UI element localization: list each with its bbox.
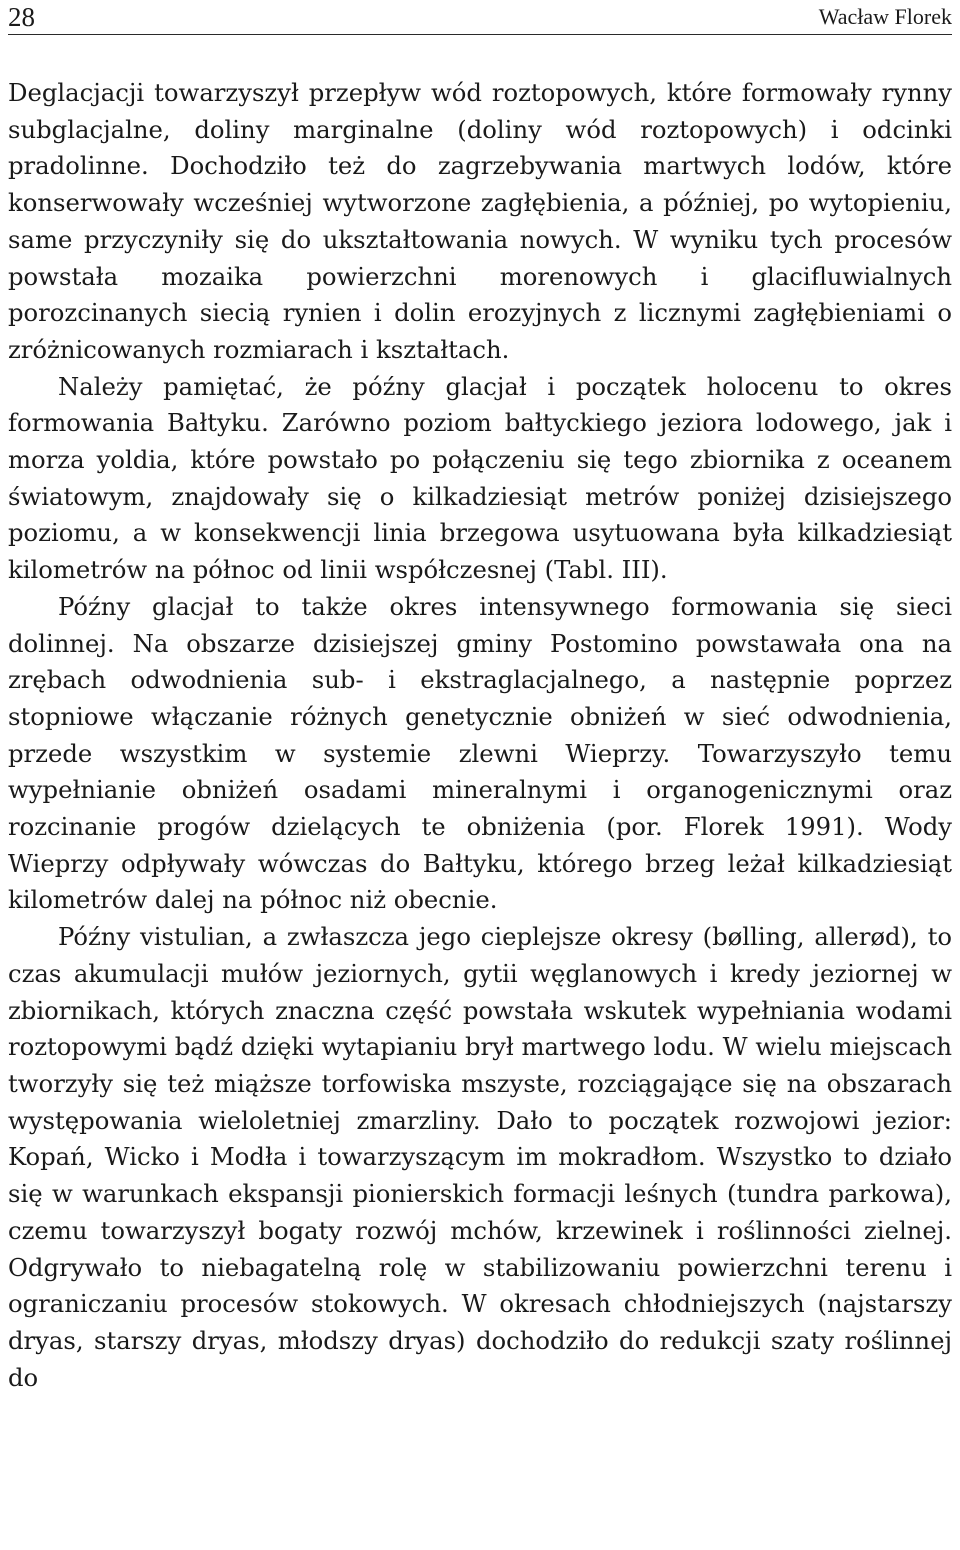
paragraph: Późny vistulian, a zwłaszcza jego cieplejsze okresy (bølling, allerød), to czas akumulacji mułów jeziornych, gytii węglanowych i kredy jeziornej w zbiornikach, których znaczna część powstała wskutek wypełniania wodami roztopowymi bądź dzięki wytapianiu brył martwego lodu. W wielu miejscach tworzyły się też miąższe torfowiska mszyste, rozciągające się na obszarach występowania wieloletniej zmarzliny. Dało to początek rozwojowi jezior: Kopań, Wicko i Modła i towarzyszącym im mokradłom. Wszystko to działo się w warunkach ekspansji pionierskich formacji leśnych (tundra parkowa), czemu towarzyszył bogaty rozwój mchów, krzewinek i roślinności zielnej. Odgrywało to niebagatelną rolę w stabilizowaniu powierzchni terenu i ograniczaniu procesów stokowych. W okresach chłodniejszych (najstarszy dryas, starszy dryas, młodszy dryas) dochodziło do redukcji szaty roślinnej do (8, 922, 952, 1392)
running-head-author: Wacław Florek (818, 4, 952, 29)
paragraph: Należy pamiętać, że późny glacjał i początek holocenu to okres formowania Bałtyku. Zarówno poziom bałtyckiego jeziora lodowego, jak i morza yoldia, które powstało po połączeniu się tego zbiornika z oceanem światowym, znajdowały się o kilkadziesiąt metrów poniżej dzisiejszego poziomu, a w konsekwencji linia brzegowa usytuowana była kilkadziesiąt kilometrów na północ od linii współczesnej (Tabl. III). (8, 371, 952, 585)
paragraph: Późny glacjał to także okres intensywnego formowania się sieci dolinnej. Na obszarze dzisiejszej gminy Postomino powstawała ona na zrębach odwodnienia sub- i ekstraglacjalnego, a następnie poprzez stopniowe włączanie różnych genetycznie obniżeń w sieć odwodnienia, przede wszystkim w systemie zlewni Wieprzy. Towarzyszyło temu wypełnianie obniżeń osadami mineralnymi i organogenicznymi oraz rozcinanie progów dzielących te obniżenia (por. Florek 1991). Wody Wieprzy odpływały wówczas do Bałtyku, którego brzeg leżał kilkadziesiąt kilometrów dalej na północ niż obecnie. (8, 591, 952, 915)
paragraph: Deglacjacji towarzyszył przepływ wód roztopowych, które formowały rynny subglacjalne, doliny marginalne (doliny wód roztopowych) i odcinki pradolinne. Dochodziło też do zagrzebywania martwych lodów, które konserwowały wcześniej wytworzone zagłębienia, a później, po wytopieniu, same przyczyniły się do ukształtowania nowych. W wyniku tych procesów powstała mozaika powierzchni morenowych i glacifluwialnych porozcinanych siecią rynien i dolin erozyjnych z licznymi zagłębieniami o zróżnicowanych rozmiarach i kształtach. (8, 78, 952, 364)
body-text (8, 75, 952, 1396)
page-header (8, 0, 952, 35)
page-number: 28 (8, 2, 35, 32)
